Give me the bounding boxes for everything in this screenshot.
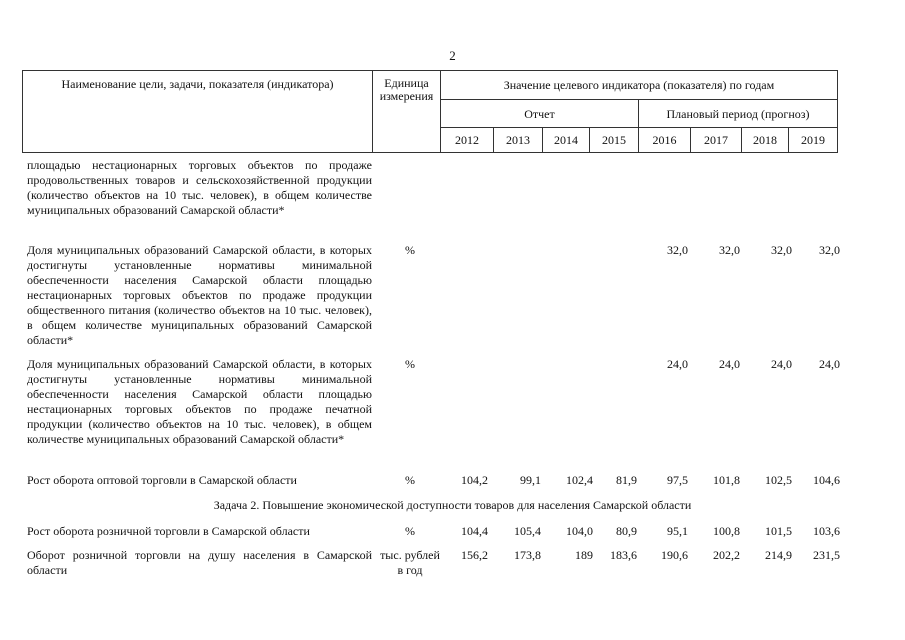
page-number: 2 bbox=[449, 48, 456, 63]
value-cell: 24,0 bbox=[819, 357, 840, 371]
value-cell: 100,8 bbox=[713, 524, 740, 538]
value-cell: 156,2 bbox=[461, 548, 488, 562]
header-year: 2016 bbox=[639, 128, 691, 153]
indicator-name: площадью нестационарных торговых объектов по продаже продовольственных товаров и сельскохозяйственной продукции (количество объектов на 10 тыс. человек), в общем количестве муниципальных образований Самарской области* bbox=[27, 158, 372, 217]
indicator-unit: % bbox=[405, 473, 415, 487]
value-cell: 102,5 bbox=[765, 473, 792, 487]
value-cell: 214,9 bbox=[765, 548, 792, 562]
header-year: 2014 bbox=[543, 128, 590, 153]
indicator-unit: % bbox=[405, 243, 415, 257]
value-cell: 183,6 bbox=[610, 548, 637, 562]
indicator-unit: % bbox=[405, 524, 415, 538]
value-cell: 104,2 bbox=[461, 473, 488, 487]
value-cell: 99,1 bbox=[520, 473, 541, 487]
value-cell: 104,6 bbox=[813, 473, 840, 487]
value-cell: 32,0 bbox=[771, 243, 792, 257]
header-year: 2012 bbox=[441, 128, 494, 153]
value-cell: 32,0 bbox=[819, 243, 840, 257]
value-cell: 80,9 bbox=[616, 524, 637, 538]
header-plan-period: Плановый период (прогноз) bbox=[639, 100, 838, 128]
indicator-unit: тыс. рублей в год bbox=[380, 548, 440, 577]
value-cell: 81,9 bbox=[616, 473, 637, 487]
value-cell: 105,4 bbox=[514, 524, 541, 538]
header-year: 2018 bbox=[742, 128, 789, 153]
value-cell: 24,0 bbox=[667, 357, 688, 371]
value-cell: 173,8 bbox=[514, 548, 541, 562]
indicator-name: Рост оборота оптовой торговли в Самарской области bbox=[27, 473, 297, 487]
value-cell: 189 bbox=[575, 548, 593, 562]
header-year: 2019 bbox=[789, 128, 838, 153]
value-cell: 32,0 bbox=[667, 243, 688, 257]
task-heading: Задача 2. Повышение экономической доступности товаров для населения Самарской области bbox=[213, 498, 692, 512]
value-cell: 190,6 bbox=[661, 548, 688, 562]
value-cell: 231,5 bbox=[813, 548, 840, 562]
header-year: 2013 bbox=[494, 128, 543, 153]
value-cell: 32,0 bbox=[719, 243, 740, 257]
value-cell: 104,4 bbox=[461, 524, 488, 538]
header-year: 2017 bbox=[691, 128, 742, 153]
indicator-name: Доля муниципальных образований Самарской области, в которых достигнуты установленные нормативы минимальной обеспеченности населения Самарской области площадью нестационарных торговых объектов по продаже продукции общественного питания (количество объектов на 10 тыс. человек), в общем количестве муниципальных образований Самарской области* bbox=[27, 243, 372, 347]
indicator-unit: % bbox=[405, 357, 415, 371]
value-cell: 24,0 bbox=[771, 357, 792, 371]
value-cell: 95,1 bbox=[667, 524, 688, 538]
value-cell: 97,5 bbox=[667, 473, 688, 487]
value-cell: 101,5 bbox=[765, 524, 792, 538]
table-header bbox=[22, 70, 838, 153]
indicator-name: Доля муниципальных образований Самарской области, в которых достигнуты установленные нормативы минимальной обеспеченности населения Самарской области площадью нестационарных торговых объектов по продаже печатной продукции (количество объектов на 10 тыс. человек), в общем количестве муниципальных образований Самарской области* bbox=[27, 357, 372, 446]
indicator-name: Оборот розничной торговли на душу населения в Самарской области bbox=[27, 548, 372, 577]
value-cell: 24,0 bbox=[719, 357, 740, 371]
value-cell: 102,4 bbox=[566, 473, 593, 487]
header-report: Отчет bbox=[441, 100, 639, 128]
value-cell: 103,6 bbox=[813, 524, 840, 538]
header-values-title: Значение целевого индикатора (показателя) по годам bbox=[441, 71, 838, 100]
value-cell: 101,8 bbox=[713, 473, 740, 487]
header-unit-column: Единица измерения bbox=[373, 71, 441, 153]
indicator-name: Рост оборота розничной торговли в Самарской области bbox=[27, 524, 310, 538]
value-cell: 202,2 bbox=[713, 548, 740, 562]
header-name-column: Наименование цели, задачи, показателя (индикатора) bbox=[23, 71, 373, 153]
header-year: 2015 bbox=[590, 128, 639, 153]
value-cell: 104,0 bbox=[566, 524, 593, 538]
